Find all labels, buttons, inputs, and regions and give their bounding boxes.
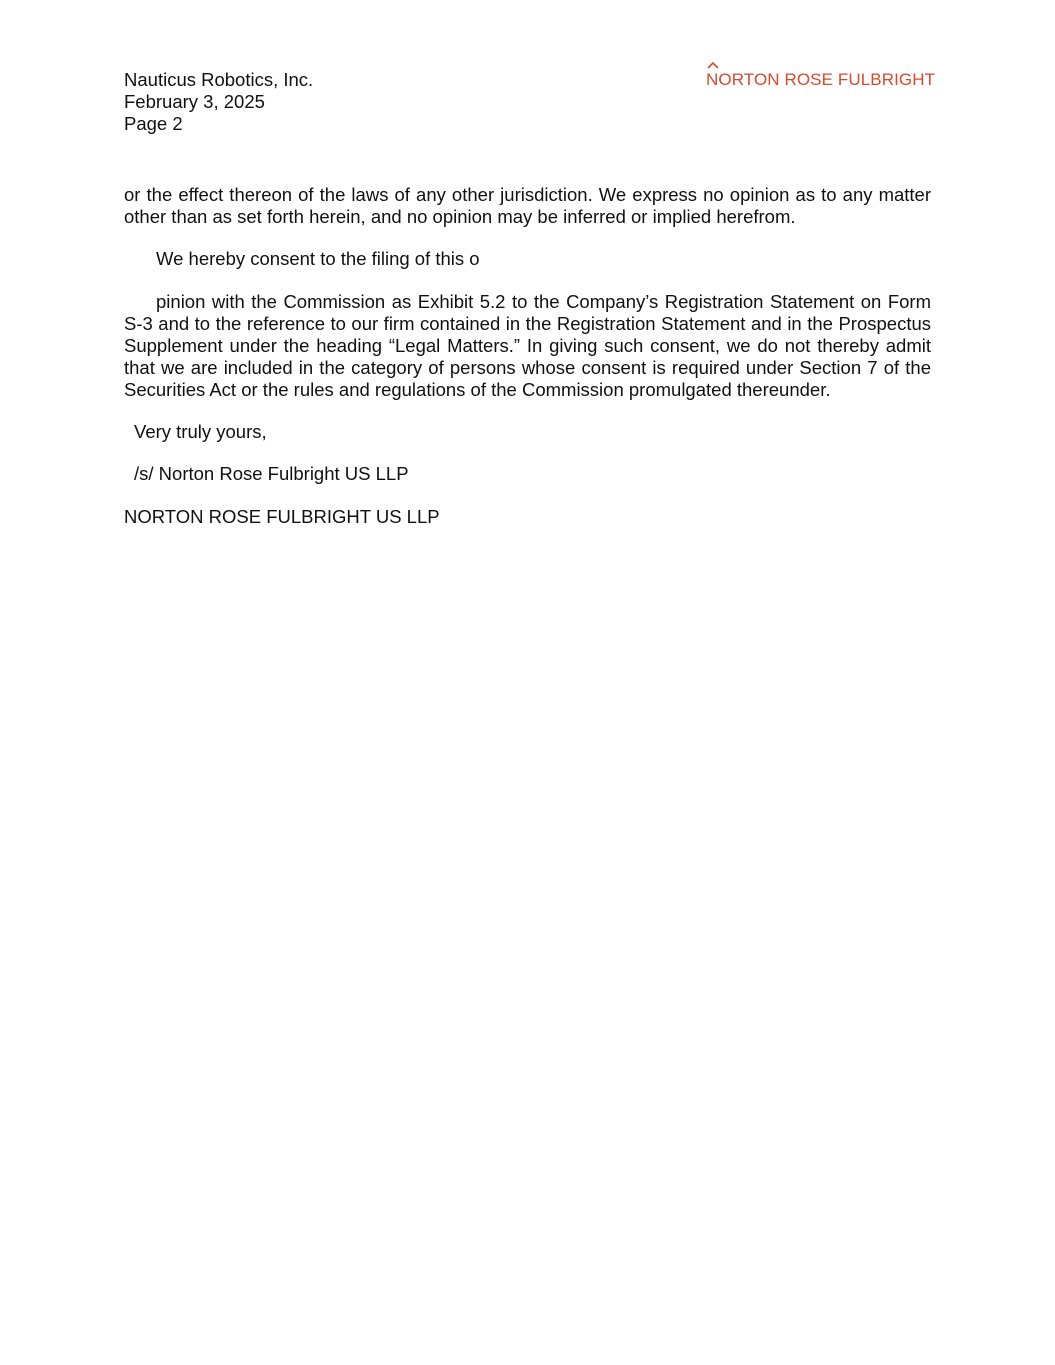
firm-logo xyxy=(706,60,936,92)
signature-line: /s/ Norton Rose Fulbright US LLP xyxy=(134,463,409,484)
body-paragraph-1: or the effect thereon of the laws of any other jurisdiction. We express no opinion as to any matter other than as set forth herein, and no opinion may be inferred or implied herefrom. xyxy=(124,184,931,227)
closing-line: Very truly yours, xyxy=(134,421,267,442)
body-paragraph-2: We hereby consent to the filing of this o xyxy=(156,248,480,269)
firm-logo-text: NORTON ROSE FULBRIGHT xyxy=(706,70,936,89)
page-number: Page 2 xyxy=(124,113,183,134)
firm-name: NORTON ROSE FULBRIGHT US LLP xyxy=(124,506,440,527)
recipient-company: Nauticus Robotics, Inc. xyxy=(124,69,314,90)
chevron-up-icon xyxy=(707,61,719,69)
letter-header xyxy=(124,69,313,135)
letter-date: February 3, 2025 xyxy=(124,91,265,112)
body-paragraph-3: pinion with the Commission as Exhibit 5.2 to the Company’s Registration Statement on Form S-3 and to the reference to our firm contained in the Registration Statement and in the Prospectus Supplement under the heading “Legal Matters.” In giving such consent, we do not thereby admit that we are included in the category of persons whose consent is required under Section 7 of the Securities Act or the rules and regulations of the Commission promulgated thereunder. xyxy=(124,291,931,400)
